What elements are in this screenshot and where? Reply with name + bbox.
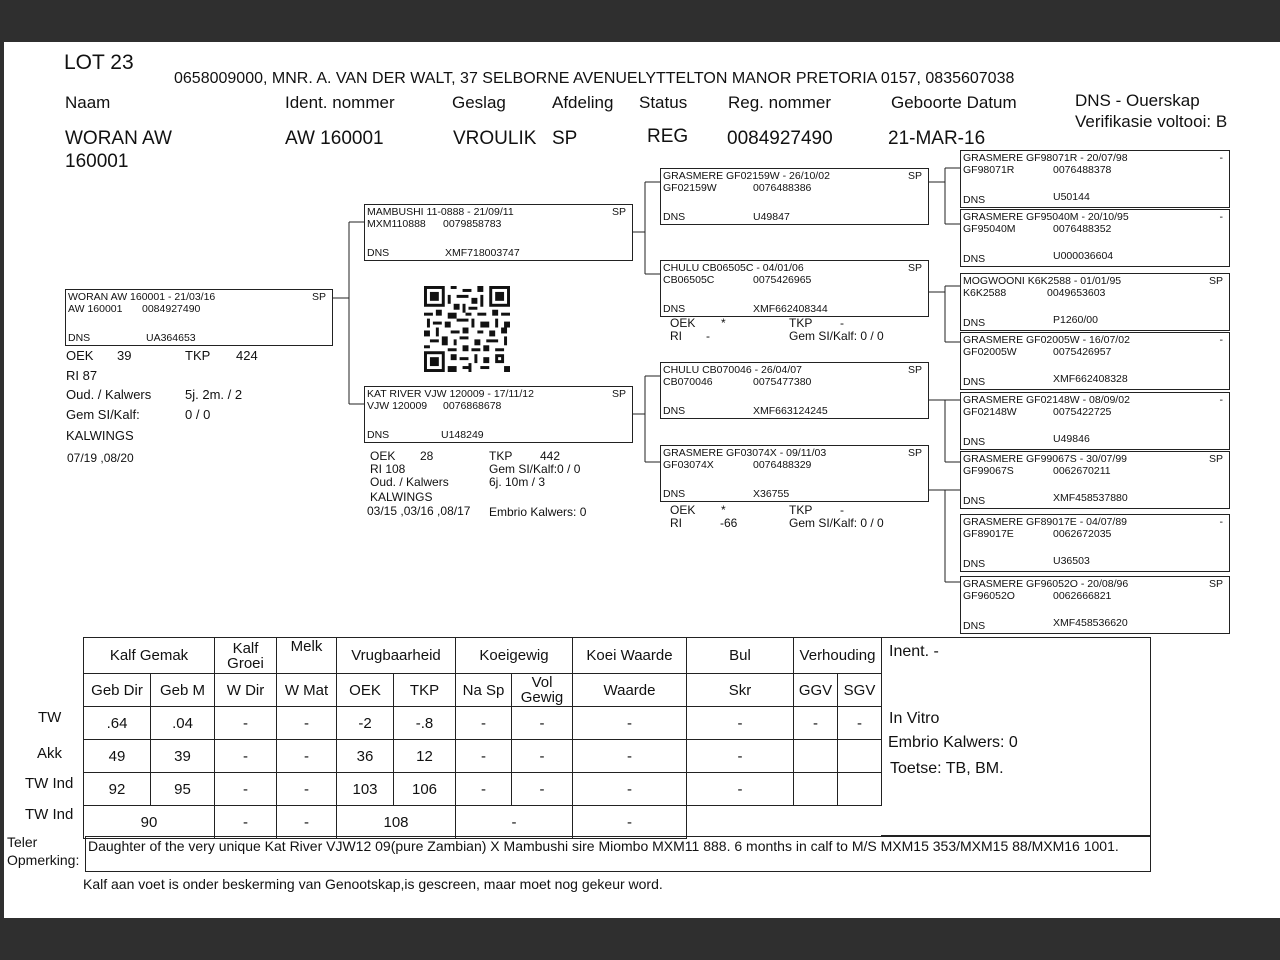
table-cell xyxy=(838,773,882,806)
table-cell: - xyxy=(838,707,882,740)
sire-box: MAMBUSHI 11-0888 - 21/09/11 SP MXM110888 0079858783 DNS XMF718003747 xyxy=(364,204,633,261)
embrio-kalwers: Embrio Kalwers: 0 xyxy=(888,734,1018,751)
table-cell: - xyxy=(687,707,794,740)
self-ri: RI 87 xyxy=(66,368,98,383)
granddam-paternal-box: CHULU CB06505C - 04/01/06 SP CB06505C 0075426965 DNS XMF662408344 xyxy=(660,260,929,317)
animal-geslag: VROULIK xyxy=(453,128,537,149)
table-cell xyxy=(838,740,882,773)
table-cell: - xyxy=(456,740,512,773)
col-geb-dir: Geb Dir xyxy=(84,674,151,707)
table-cell: 90 xyxy=(84,806,215,839)
gp4-oek-label: OEK xyxy=(670,503,696,517)
table-row xyxy=(84,740,882,773)
header-geboorte: Geboorte Datum xyxy=(891,93,1017,112)
col-ggv: GGV xyxy=(794,674,838,707)
table-cell: - xyxy=(277,740,337,773)
self-oud-value: 5j. 2m. / 2 xyxy=(185,387,243,402)
header-naam: Naam xyxy=(65,93,111,112)
table-cell: 103 xyxy=(337,773,394,806)
grandsire-paternal-box: GRASMERE GF02159W - 26/10/02 SP GF02159W 0076488386 DNS U49847 xyxy=(660,168,929,225)
group-koei-waarde: Koei Waarde xyxy=(573,638,687,674)
gp2-tkp-value: - xyxy=(840,316,844,330)
table-cell: - xyxy=(277,707,337,740)
inent: Inent. - xyxy=(889,643,939,660)
dam-kalwings-dates: 03/15 ,03/16 ,08/17 xyxy=(367,504,471,518)
group-koeigewig: Koeigewig xyxy=(456,638,573,674)
header-dns-ouerskap: DNS - Ouerskap xyxy=(1075,91,1200,110)
gp4-ri-value: -66 xyxy=(720,516,738,530)
table-cell: 106 xyxy=(394,773,456,806)
footer-note: Kalf aan voet is onder beskerming van Genootskap,is gescreen, maar moet nog gekeur word. xyxy=(83,876,663,892)
remark-label-opmerking: Opmerking: xyxy=(7,852,80,868)
table-cell: - xyxy=(456,773,512,806)
table-cell-empty xyxy=(687,806,882,839)
table-cell: - xyxy=(512,707,573,740)
table-cell: - xyxy=(215,773,277,806)
self-tkp-value: 424 xyxy=(236,348,258,363)
group-kalf-groei: Kalf Groei xyxy=(215,638,277,674)
col-skr: Skr xyxy=(687,674,794,707)
notes-box xyxy=(881,637,1151,836)
gp2-oek-label: OEK xyxy=(670,316,696,330)
gp4-tkp-label: TKP xyxy=(789,503,813,517)
dam-tkp-value: 442 xyxy=(540,449,561,463)
self-oek-label: OEK xyxy=(66,348,94,363)
table-cell: - xyxy=(687,740,794,773)
self-kalwings-label: KALWINGS xyxy=(66,428,134,443)
table-cell: 12 xyxy=(394,740,456,773)
dam-oud-label: Oud. / Kalwers xyxy=(370,475,449,489)
table-cell: - xyxy=(687,773,794,806)
grandsire-maternal-box: CHULU CB070046 - 26/04/07 SP CB070046 0075477380 DNS XMF663124245 xyxy=(660,362,929,419)
self-tkp-label: TKP xyxy=(185,348,211,363)
table-cell: - xyxy=(512,773,573,806)
col-tkp: TKP xyxy=(394,674,456,707)
col-oek: OEK xyxy=(337,674,394,707)
table-cell: 36 xyxy=(337,740,394,773)
qr-code xyxy=(424,286,510,372)
dam-ri: RI 108 xyxy=(370,462,406,476)
table-cell: - xyxy=(456,806,573,839)
table-cell: 39 xyxy=(151,740,215,773)
self-kalwings-dates: 07/19 ,08/20 xyxy=(67,451,134,465)
col-geb-m: Geb M xyxy=(151,674,215,707)
gp4-gem: Gem SI/Kalf: 0 / 0 xyxy=(789,516,884,530)
table-cell: - xyxy=(277,773,337,806)
table-cell: 108 xyxy=(337,806,456,839)
dam-gem: Gem SI/Kalf:0 / 0 xyxy=(489,462,581,476)
col-w-dir: W Dir xyxy=(215,674,277,707)
table-cell: -2 xyxy=(337,707,394,740)
owner-line: 0658009000, MNR. A. VAN DER WALT, 37 SELBORNE AVENUELYTTELTON MANOR PRETORIA 0157, 0835607038 xyxy=(174,70,1015,87)
table-cell: - xyxy=(215,707,277,740)
animal-afdeling: SP xyxy=(552,128,578,149)
lot-number: LOT 23 xyxy=(64,51,134,74)
table-cell: 95 xyxy=(151,773,215,806)
dam-oek-label: OEK xyxy=(370,449,396,463)
table-cell: - xyxy=(794,707,838,740)
row-label-tw-ind-combined: TW Ind xyxy=(25,806,74,823)
table-cell: - xyxy=(573,740,687,773)
table-cell: - xyxy=(512,740,573,773)
col-vol-gewig: Vol Gewig xyxy=(512,674,573,707)
table-cell: 49 xyxy=(84,740,151,773)
in-vitro: In Vitro xyxy=(889,710,940,727)
table-cell xyxy=(794,740,838,773)
table-cell: - xyxy=(573,806,687,839)
col-na-sp: Na Sp xyxy=(456,674,512,707)
animal-reg: 0084927490 xyxy=(727,128,833,149)
header-status: Status xyxy=(639,93,688,112)
ggp-box: GRASMERE GF96052O - 20/08/96 SP GF96052O 0062666821 DNS XMF458536620 xyxy=(960,576,1230,634)
table-cell: - xyxy=(277,806,337,839)
header-verifikasie: Verifikasie voltooi: B xyxy=(1075,112,1228,131)
gp2-tkp-label: TKP xyxy=(789,316,813,330)
group-verhouding: Verhouding xyxy=(794,638,882,674)
table-cell: .64 xyxy=(84,707,151,740)
row-label-akk: Akk xyxy=(37,745,63,762)
animal-status: REG xyxy=(647,126,689,147)
dam-oek-value: 28 xyxy=(420,449,434,463)
ggp-box: GRASMERE GF95040M - 20/10/95 - GF95040M 0076488352 DNS U000036604 xyxy=(960,209,1230,267)
dam-oud-value: 6j. 10m / 3 xyxy=(489,475,546,489)
granddam-maternal-box: GRASMERE GF03074X - 09/11/03 SP GF03074X 0076488329 DNS X36755 xyxy=(660,445,929,502)
remark-label-teler: Teler xyxy=(7,834,38,850)
gp2-ri-value: - xyxy=(706,329,710,343)
ggp-box: GRASMERE GF99067S - 30/07/99 SP GF99067S 0062670211 DNS XMF458537880 xyxy=(960,451,1230,509)
table-cell: - xyxy=(456,707,512,740)
ggp-box: GRASMERE GF98071R - 20/07/98 - GF98071R 0076488378 DNS U50144 xyxy=(960,150,1230,208)
gp2-gem: Gem SI/Kalf: 0 / 0 xyxy=(789,329,884,343)
group-melk: Melk xyxy=(277,638,337,674)
dam-box: KAT RIVER VJW 120009 - 17/11/12 SP VJW 120009 0076868678 DNS U148249 xyxy=(364,386,633,443)
gp4-oek-value: * xyxy=(721,503,726,517)
gp4-ri-label: RI xyxy=(670,516,682,530)
header-reg: Reg. nommer xyxy=(728,93,831,112)
gp2-oek-value: * xyxy=(721,316,726,330)
table-row xyxy=(84,773,882,806)
table-row xyxy=(84,707,882,740)
animal-pedigree-box: WORAN AW 160001 - 21/03/16 SP AW 160001 0084927490 DNS UA364653 xyxy=(65,289,333,346)
animal-ident: AW 160001 xyxy=(285,128,384,149)
table-cell: - xyxy=(573,707,687,740)
self-oek-value: 39 xyxy=(117,348,132,363)
ggp-box: GRASMERE GF02148W - 08/09/02 - GF02148W 0075422725 DNS U49846 xyxy=(960,392,1230,450)
dam-tkp-label: TKP xyxy=(489,449,513,463)
ggp-box: GRASMERE GF02005W - 16/07/02 - GF02005W 0075426957 DNS XMF662408328 xyxy=(960,332,1230,390)
table-cell xyxy=(794,773,838,806)
gp4-tkp-value: - xyxy=(840,503,844,517)
animal-geboorte: 21-MAR-16 xyxy=(888,128,986,149)
pedigree-document xyxy=(4,42,1280,918)
ggp-box: GRASMERE GF89017E - 04/07/89 - GF89017E 0062672035 DNS U36503 xyxy=(960,514,1230,572)
dam-kalwings-label: KALWINGS xyxy=(370,490,433,504)
self-gem-value: 0 / 0 xyxy=(185,407,211,422)
row-label-tw-ind: TW Ind xyxy=(25,775,74,792)
ggp-box: MOGWOONI K6K2588 - 01/01/95 SP K6K2588 0049653603 DNS P1260/00 xyxy=(960,273,1230,331)
breeder-remark: Daughter of the very unique Kat River VJW12 09(pure Zambian) X Mambushi sire Miombo MXM11 888. 6 months in calf to M/S MXM15 353/MXM15 88/MXM16 1001. xyxy=(85,836,1151,872)
header-ident: Ident. nommer xyxy=(285,93,395,112)
col-sgv: SGV xyxy=(838,674,882,707)
toetse: Toetse: TB, BM. xyxy=(890,760,1004,777)
table-cell: -.8 xyxy=(394,707,456,740)
col-waarde: Waarde xyxy=(573,674,687,707)
animal-name-number: 160001 xyxy=(65,151,129,172)
animal-name: WORAN AW xyxy=(65,128,172,149)
self-gem-label: Gem SI/Kalf: xyxy=(66,407,140,422)
col-w-mat: W Mat xyxy=(277,674,337,707)
table-row-combined xyxy=(84,806,882,839)
header-geslag: Geslag xyxy=(452,93,506,112)
table-cell: 92 xyxy=(84,773,151,806)
group-kalf-gemak: Kalf Gemak xyxy=(84,638,215,674)
gp2-ri-label: RI xyxy=(670,329,682,343)
performance-table xyxy=(83,637,882,839)
group-vrugbaarheid: Vrugbaarheid xyxy=(337,638,456,674)
group-bul: Bul xyxy=(687,638,794,674)
table-cell: .04 xyxy=(151,707,215,740)
self-oud-label: Oud. / Kalwers xyxy=(66,387,152,402)
table-cell: - xyxy=(573,773,687,806)
table-cell: - xyxy=(215,806,277,839)
table-cell: - xyxy=(215,740,277,773)
header-afdeling: Afdeling xyxy=(552,93,614,112)
row-label-tw: TW xyxy=(38,709,62,726)
dam-embrio: Embrio Kalwers: 0 xyxy=(489,505,587,519)
